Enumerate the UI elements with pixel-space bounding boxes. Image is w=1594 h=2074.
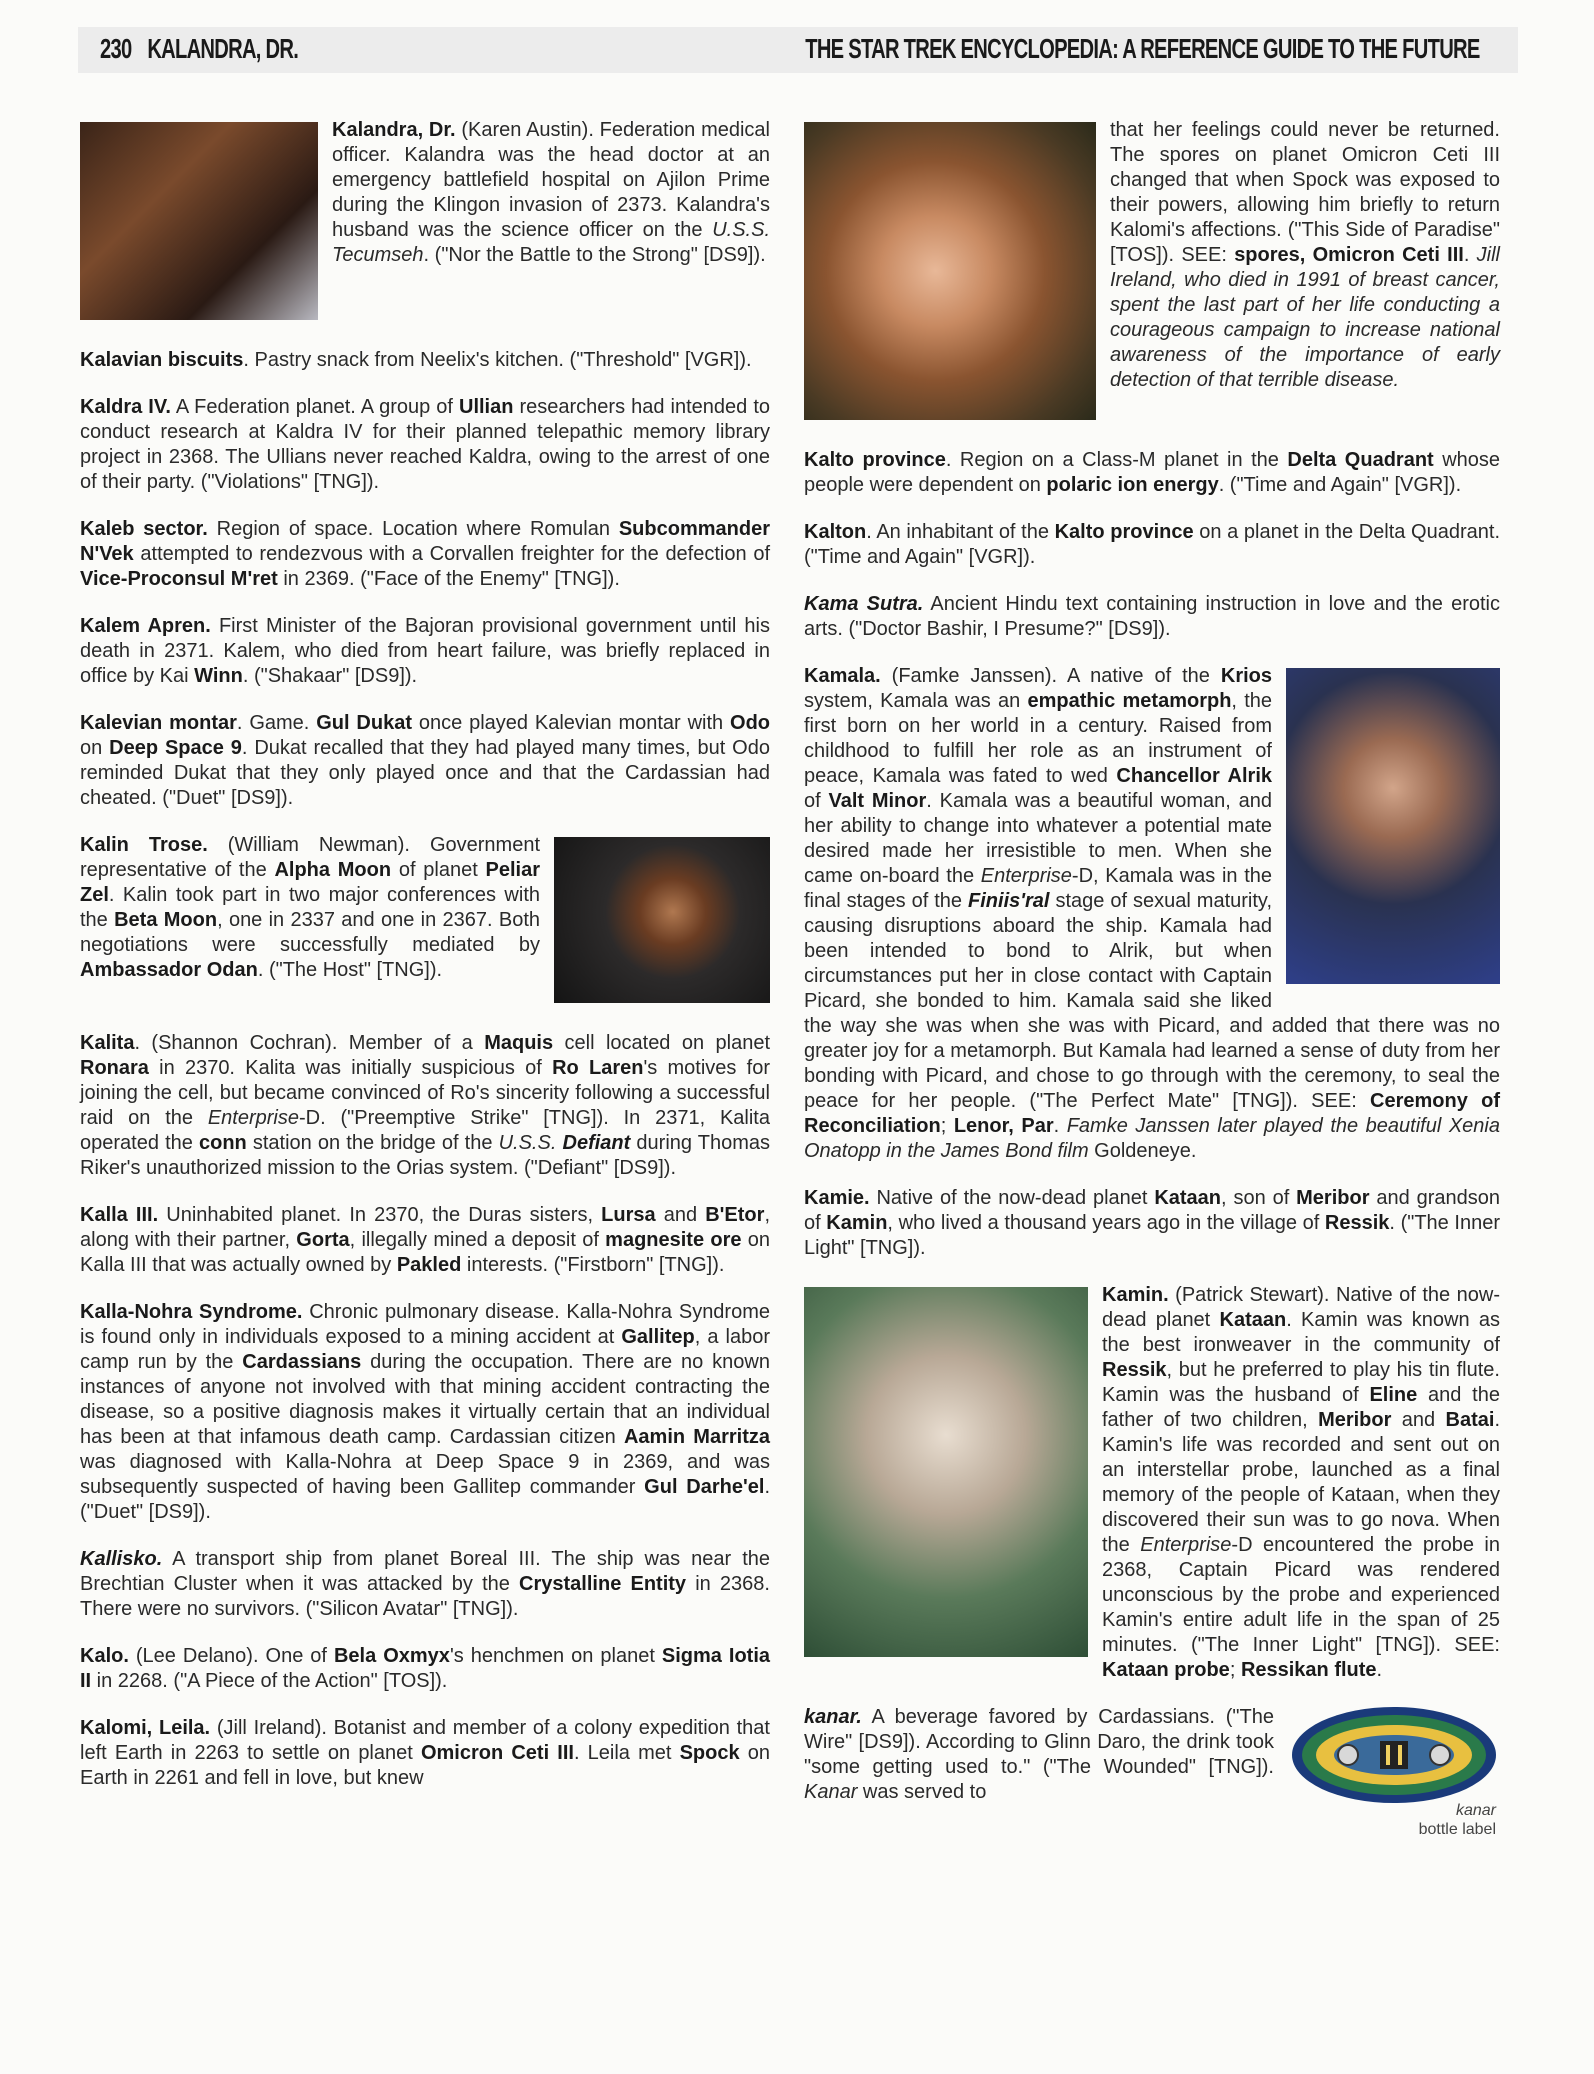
entry-kama-sutra: Kama Sutra. Ancient Hindu text containing instruction in love and the erotic arts. ("Doctor Bashir, I Presume?" [DS9]).: [804, 593, 1500, 640]
entry-kalandra: Kalandra, Dr. (Karen Austin). Federation medical officer. Kalandra was the head doctor at an emergency battlefield hospital on Ajilon Prime during the Klingon invasion of 2373. Kalandra's husband was the science officer on the U.S.S. Tecumseh. ("Nor the Battle to the Strong" [DS9]).: [80, 118, 770, 326]
photo-kalin-trose: [554, 837, 770, 1003]
entry-kaleb-sector: Kaleb sector. Region of space. Location where Romulan Subcommander N'Vek attempted to rendezvous with a Corvallen freighter for the defection of Vice-Proconsul M'ret in 2369. ("Face of the Enemy" [TNG]).: [80, 518, 770, 590]
headword: Kallisko.: [80, 1548, 163, 1570]
photo-kamala: [1286, 668, 1500, 984]
headword: Kamala.: [804, 665, 881, 687]
entry-kalla-iii: Kalla III. Uninhabited planet. In 2370, the Duras sisters, Lursa and B'Etor, along with their partner, Gorta, illegally mined a deposit of magnesite ore on Kalla III that was actually owned by Pakled interests. ("Firstborn" [TNG]).: [80, 1204, 770, 1276]
headword: Kama Sutra.: [804, 593, 924, 615]
headword: Kalem Apren.: [80, 615, 211, 637]
entry-kallisko: Kallisko. A transport ship from planet Boreal III. The ship was near the Brechtian Cluster when it was attacked by the Crystalline Entity in 2368. There were no survivors. ("Silicon Avatar" [TNG]).: [80, 1548, 770, 1620]
entry-kalevian-montar: Kalevian montar. Game. Gul Dukat once played Kalevian montar with Odo on Deep Space 9. Dukat recalled that they had played many times, but Odo reminded Dukat that they only played once and that the Cardassian had cheated. ("Duet" [DS9]).: [80, 712, 771, 809]
photo-kamin: [804, 1287, 1088, 1657]
entry-kaldra-iv: Kaldra IV. A Federation planet. A group of Ullian researchers had intended to conduct research at Kaldra IV for their planned telepathic memory library project in 2368. The Ullians never reached Kaldra, owing to the arrest of one of their party. ("Violations" [TNG]).: [80, 396, 771, 493]
headword: Kalton: [804, 521, 867, 543]
headword: Kalita: [80, 1032, 135, 1054]
headword: Kamin.: [1102, 1284, 1169, 1306]
entry-kalo: Kalo. (Lee Delano). One of Bela Oxmyx's henchmen on planet Sigma Iotia II in 2268. ("A Piece of the Action" [TOS]).: [80, 1645, 771, 1692]
headword: Kalavian biscuits: [80, 349, 244, 371]
headword: Kalin Trose.: [80, 834, 208, 856]
entry-kalem-apren: Kalem Apren. First Minister of the Bajoran provisional government until his death in 2371. Kalem, who died from heart failure, was briefly replaced in office by Kai Winn. ("Shakaar" [DS9]).: [80, 615, 771, 687]
book-title: THE STAR TREK ENCYCLOPEDIA: A REFERENCE GUIDE TO THE FUTURE: [805, 33, 1480, 64]
entry-kalin-trose: Kalin Trose. (William Newman). Government representative of the Alpha Moon of planet Peliar Zel. Kalin took part in two major conferences with the Beta Moon, one in 2337 and one in 2367. Both negotiations were successfully mediated by Ambassador Odan. ("The Host" [TNG]).: [80, 833, 770, 1009]
headword: Kalto province: [804, 449, 946, 471]
kanar-caption: kanar bottle label: [1418, 1802, 1496, 1838]
page-header: [78, 27, 1518, 73]
headword: Kalo.: [80, 1645, 129, 1667]
photo-dr-kalandra: [80, 122, 318, 320]
entry-kalomi-leila: Kalomi, Leila. (Jill Ireland). Botanist and member of a colony expedition that left Earth in 2263 to settle on planet Omicron Ceti III. Leila met Spock on Earth in 2261 and fell in love, but knew: [80, 1717, 771, 1789]
entry-kalavian-biscuits: Kalavian biscuits. Pastry snack from Neelix's kitchen. ("Threshold" [VGR]).: [80, 349, 752, 371]
headword: kanar.: [804, 1706, 862, 1728]
entry-kalla-nohra-syndrome: Kalla-Nohra Syndrome. Chronic pulmonary disease. Kalla-Nohra Syndrome is found only in individuals exposed to a mining accident at Gallitep, a labor camp run by the Cardassians during the occupation. There are no known instances of anyone not involved with that mining accident contracting the disease, so a positive diagnosis makes it virtually certain that an individual has been at that infamous death camp. Cardassian citizen Aamin Marritza was diagnosed with Kalla-Nohra at Deep Space 9 in 2369, and was subsequently suspected of having been Gallitep commander Gul Darhe'el. ("Duet" [DS9]).: [80, 1301, 771, 1523]
page-number: 230: [100, 33, 132, 64]
entry-kanar: kanar bottle label kanar. A beverage favored by Cardassians. ("The Wire" [DS9]). According to Glinn Daro, the drink took "some getting used to." ("The Wounded" [TNG]). Kanar was served to: [804, 1705, 1500, 1805]
running-head: KALANDRA, DR.: [147, 33, 299, 64]
header-left: [100, 33, 298, 65]
headword: Kaleb sector.: [80, 518, 208, 540]
entry-kamala: Kamala. (Famke Janssen). A native of the Krios system, Kamala was an empathic metamorph, the first born on her world in a century. Raised from childhood to fulfill her role as an instrument of peace, Kamala was fated to wed Chancellor Alrik of Valt Minor. Kamala was a beautiful woman, and her ability to change into whatever a potential mate desired made her irresistible to men. When she came on-board the Enterprise-D, Kamala was in the final stages of the Finiis'ral stage of sexual maturity, causing disruptions aboard the ship. Kamala had been intended to bond to Alrik, but when circumstances put her in close contact with Captain Picard, she bonded to him. Kamala said she liked the way she was when she was with Picard, and added that there was no greater joy for a metamorph. But Kamala had learned a sense of duty from her bonding with Picard, and chose to go through with the ceremony, to seal the peace for her people. ("The Perfect Mate" [TNG]). SEE: Ceremony of Reconciliation; Lenor, Par. Famke Janssen later played the beautiful Xenia Onatopp in the James Bond film Goldeneye.: [804, 665, 1500, 1162]
entry-kalita: Kalita. (Shannon Cochran). Member of a Maquis cell located on planet Ronara in 2370. Kalita was initially suspicious of Ro Laren's motives for joining the cell, but became convinced of Ro's sincerity following a successful raid on the Enterprise-D. ("Preemptive Strike" [TNG]). In 2371, Kalita operated the conn station on the bridge of the U.S.S. Defiant during Thomas Riker's unauthorized mission to the Orias system. ("Defiant" [DS9]).: [80, 1032, 771, 1179]
entry-kalomi-continued: that her feelings could never be returned. The spores on planet Omicron Ceti III changed that when Spock was exposed to their powers, allowing him briefly to return Kalomi's affections. ("This Side of Paradise" [TOS]). SEE: spores, Omicron Ceti III. Jill Ireland, who died in 1991 of breast cancer, spent the last part of her life conducting a courageous campaign to increase national awareness of the importance of early detection of that terrible disease.: [804, 118, 1500, 426]
headword: Kalevian montar: [80, 712, 237, 734]
headword: Kalomi, Leila.: [80, 1717, 211, 1739]
right-column: [804, 118, 1501, 1838]
kanar-bottle-label-image: [1288, 1703, 1500, 1813]
headword: Kaldra IV.: [80, 396, 171, 418]
photo-leila-kalomi: [804, 122, 1096, 420]
entry-kalton: Kalton. An inhabitant of the Kalto province on a planet in the Delta Quadrant. ("Time and Again" [VGR]).: [804, 521, 1501, 568]
entry-kalto-province: Kalto province. Region on a Class-M planet in the Delta Quadrant whose people were dependent on polaric ion energy. ("Time and Again" [VGR]).: [804, 449, 1501, 496]
entry-kamin: Kamin. (Patrick Stewart). Native of the now-dead planet Kataan. Kamin was known as the best ironweaver in the community of Ressik, but he preferred to play his tin flute. Kamin was the husband of Eline and the father of two children, Meribor and Batai. Kamin's life was recorded and sent out on an interstellar probe, launched as a final memory of the people of Kataan, when they discovered their sun was to go nova. When the Enterprise-D encountered the probe in 2368, Captain Picard was rendered unconscious by the probe and experienced Kamin's entire adult life in the span of 25 minutes. ("The Inner Light" [TNG]). SEE: Kataan probe; Ressikan flute.: [804, 1283, 1500, 1683]
left-column: [80, 118, 770, 1813]
headword: Kalla III.: [80, 1204, 159, 1226]
headword: Kalla-Nohra Syndrome.: [80, 1301, 303, 1323]
headword: Kalandra, Dr.: [332, 119, 456, 141]
headword: Kamie.: [804, 1187, 870, 1209]
entry-kamie: Kamie. Native of the now-dead planet Kataan, son of Meribor and grandson of Kamin, who lived a thousand years ago in the village of Ressik. ("The Inner Light" [TNG]).: [804, 1187, 1500, 1259]
